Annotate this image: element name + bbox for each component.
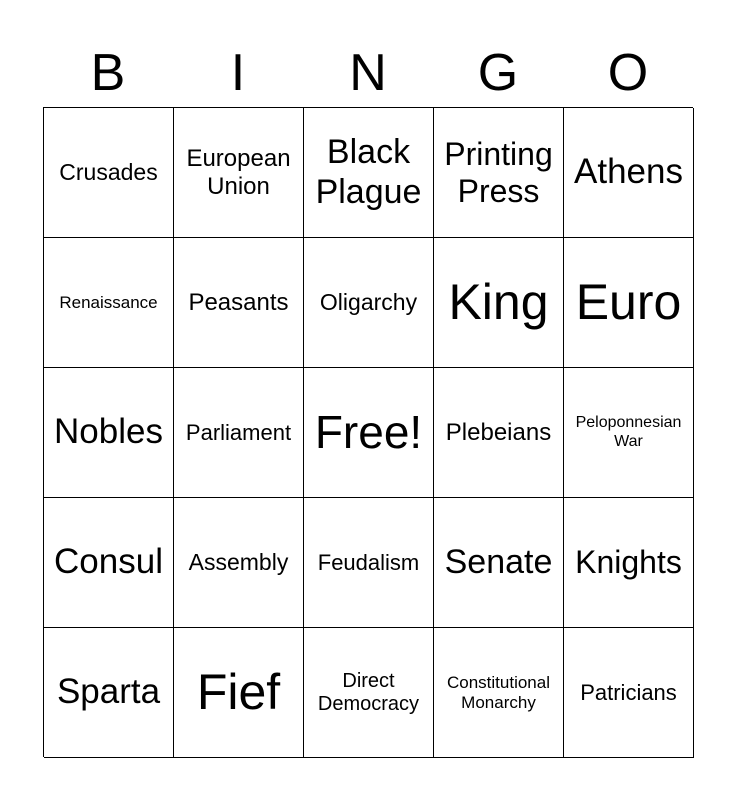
- bingo-cell-label: Sparta: [56, 672, 161, 712]
- header-letter-i: I: [230, 44, 246, 102]
- bingo-cell[interactable]: [44, 628, 174, 758]
- bingo-cell-label: Plebeians: [445, 418, 552, 446]
- bingo-cell-label: Direct Democracy: [317, 669, 420, 715]
- bingo-header: [43, 38, 693, 108]
- bingo-cell[interactable]: [44, 368, 174, 498]
- bingo-cell-label: Renaissance: [59, 292, 158, 312]
- bingo-cell-label: Fief: [196, 663, 281, 720]
- bingo-cell[interactable]: [304, 108, 434, 238]
- bingo-cell[interactable]: [304, 238, 434, 368]
- bingo-cell-label: Assembly: [188, 549, 289, 576]
- bingo-cell-label: Patricians: [580, 679, 677, 705]
- bingo-cell[interactable]: [564, 368, 694, 498]
- bingo-cell[interactable]: [434, 628, 564, 758]
- bingo-cell[interactable]: [564, 498, 694, 628]
- bingo-cell-label: Black Plague: [315, 133, 422, 211]
- bingo-cell[interactable]: [434, 498, 564, 628]
- bingo-cell-label: European Union: [186, 144, 291, 200]
- bingo-cell-label: Athens: [574, 152, 683, 192]
- bingo-cell[interactable]: [434, 368, 564, 498]
- bingo-cell[interactable]: [174, 628, 304, 758]
- bingo-board: [43, 107, 693, 757]
- free-space-label: Free!: [314, 406, 423, 459]
- bingo-cell[interactable]: [564, 238, 694, 368]
- bingo-cell[interactable]: [304, 628, 434, 758]
- bingo-cell-label: Printing Press: [444, 135, 553, 209]
- bingo-cell[interactable]: [174, 498, 304, 628]
- bingo-cell-label: Oligarchy: [319, 289, 418, 316]
- bingo-cell[interactable]: [44, 238, 174, 368]
- bingo-cell-label: Euro: [575, 273, 682, 330]
- bingo-cell-label: Parliament: [185, 419, 292, 445]
- bingo-cell[interactable]: [434, 108, 564, 238]
- header-letter-b: B: [90, 44, 126, 102]
- bingo-cell-label: Constitutional Monarchy: [446, 672, 550, 712]
- bingo-cell-label: Feudalism: [317, 549, 420, 575]
- header-letter-g: G: [477, 44, 519, 102]
- header-letter-o: O: [607, 44, 649, 102]
- bingo-cell[interactable]: [44, 108, 174, 238]
- bingo-cell[interactable]: [44, 498, 174, 628]
- bingo-cell[interactable]: [174, 108, 304, 238]
- bingo-cell-label: Crusades: [59, 159, 158, 186]
- free-space-cell[interactable]: [304, 368, 434, 498]
- bingo-cell[interactable]: [174, 238, 304, 368]
- bingo-cell-label: Knights: [575, 544, 682, 581]
- bingo-cell-label: Peasants: [188, 288, 289, 316]
- bingo-cell[interactable]: [564, 628, 694, 758]
- bingo-cell[interactable]: [174, 368, 304, 498]
- header-letter-n: N: [349, 44, 387, 102]
- bingo-cell-label: Nobles: [54, 412, 163, 452]
- bingo-cell[interactable]: [304, 498, 434, 628]
- bingo-cell[interactable]: [434, 238, 564, 368]
- bingo-cell-label: Senate: [444, 542, 553, 581]
- bingo-cell-label: Peloponnesian War: [575, 414, 682, 450]
- bingo-cell[interactable]: [564, 108, 694, 238]
- bingo-cell-label: Consul: [54, 542, 163, 582]
- bingo-cell-label: King: [448, 273, 549, 330]
